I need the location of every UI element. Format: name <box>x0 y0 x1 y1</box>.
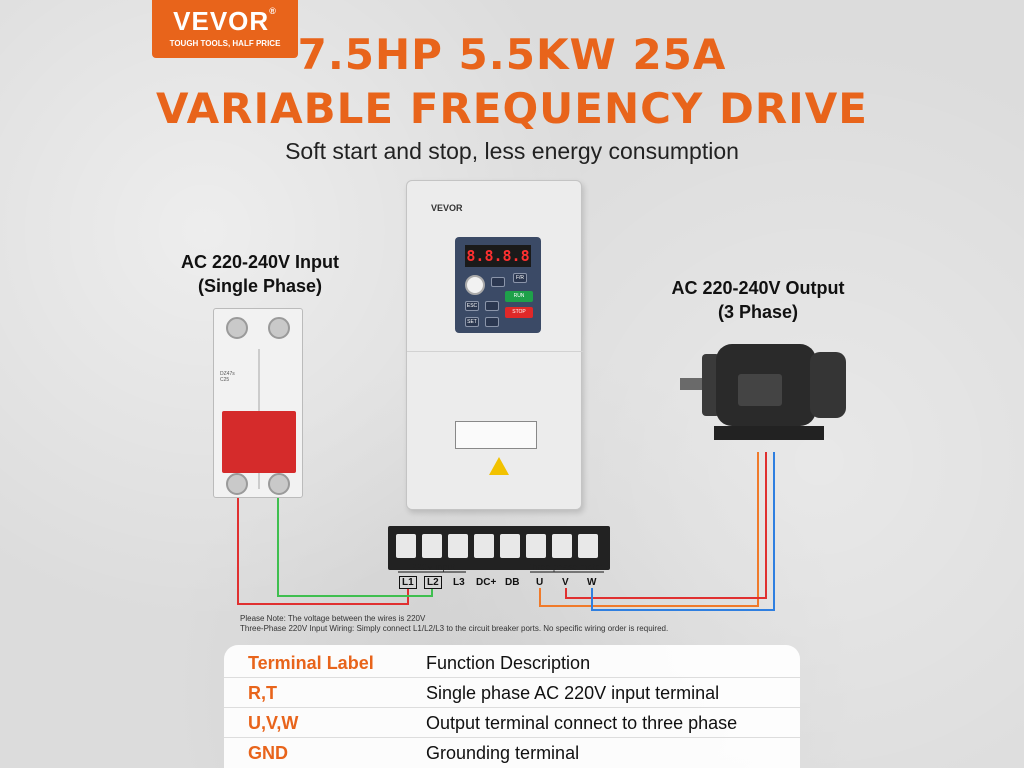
table-row-label: U,V,W <box>248 713 299 733</box>
terminal-input-caption: 220V input <box>412 562 456 572</box>
terminal-label-w: W <box>587 577 597 588</box>
terminal-label-dcplus: DC+ <box>476 577 497 588</box>
vfd-fr-button: F/R <box>513 273 527 283</box>
vfd-unit <box>406 180 582 510</box>
terminal-motor-caption: Three phase motor <box>527 562 604 572</box>
logo-tagline: TOUGH TOOLS, HALF PRICE <box>169 39 281 48</box>
vfd-knob-icon <box>465 275 485 295</box>
terminal-label-l3: L3 <box>453 577 465 588</box>
vfd-run-button: RUN <box>505 291 533 302</box>
terminal-label-l2: L2 <box>424 576 442 589</box>
breaker-screw-icon <box>226 317 248 339</box>
table-header-label: Terminal Label <box>248 653 374 673</box>
terminal-slot <box>500 534 520 558</box>
motor-rear-housing <box>810 352 846 418</box>
motor-base <box>714 426 824 440</box>
hazard-icon <box>489 457 509 475</box>
table-header-desc: Function Description <box>426 653 591 673</box>
breaker-model: DZ47s <box>220 371 235 377</box>
vfd-button <box>491 277 505 287</box>
vfd-up-button <box>485 301 499 311</box>
breaker-screw-icon <box>268 317 290 339</box>
breaker-screw-icon <box>226 473 248 495</box>
table-row-label: GND <box>248 743 288 763</box>
headline-product: VARIABLE FREQUENCY DRIVE <box>156 84 868 133</box>
vfd-control-panel <box>455 237 541 333</box>
breaker-rating: C25 <box>220 377 230 383</box>
table-row <box>224 738 800 768</box>
circuit-breaker <box>213 308 303 498</box>
breaker-screw-icon <box>268 473 290 495</box>
wire-l1 <box>238 488 408 604</box>
vfd-warning-label <box>455 421 537 449</box>
vfd-set-button: SET <box>465 317 479 327</box>
subtitle: Soft start and stop, less energy consumption <box>285 138 739 164</box>
logo-brand: VEVOR <box>173 6 270 36</box>
note-line1: Please Note: The voltage between the wires is 220V <box>240 614 426 623</box>
terminal-label-l1: L1 <box>399 576 417 589</box>
headline-specs: 7.5HP 5.5KW 25A <box>297 30 727 79</box>
terminal-label-db: DB <box>505 577 520 588</box>
vfd-brand: VEVOR <box>431 203 463 213</box>
wiring-note <box>240 614 668 634</box>
vfd-stop-button: STOP <box>505 307 533 318</box>
vfd-down-button <box>485 317 499 327</box>
vfd-display: 8.8.8.8 <box>466 247 530 265</box>
breaker-switch <box>222 411 296 473</box>
terminal-slot <box>396 534 416 558</box>
terminal-slot <box>448 534 468 558</box>
terminal-slot <box>526 534 546 558</box>
terminal-label-u: U <box>536 577 544 588</box>
input-label-line1: AC 220-240V Input <box>180 252 340 272</box>
table-row-label: R,T <box>248 683 277 703</box>
output-label-line2: (3 Phase) <box>717 302 799 322</box>
table-row-desc: Output terminal connect to three phase <box>426 713 738 733</box>
wire-w <box>592 452 774 610</box>
terminal-function-table <box>224 645 800 768</box>
note-line2: Three-Phase 220V Input Wiring: Simply connect L1/L2/L3 to the circuit breaker ports. No specific wiring order is required. <box>240 624 669 633</box>
input-label-line2: (Single Phase) <box>197 276 323 296</box>
table-row <box>224 678 800 708</box>
logo-reg-mark: ® <box>269 6 277 16</box>
breaker-text <box>220 371 235 383</box>
output-label-line1: AC 220-240V Output <box>671 278 845 298</box>
table-row <box>224 708 800 738</box>
terminal-slot <box>552 534 572 558</box>
table-row-desc: Grounding terminal <box>426 743 580 763</box>
table-row-desc: Single phase AC 220V input terminal <box>426 683 720 703</box>
terminal-slot <box>422 534 442 558</box>
vfd-esc-button: ESC <box>466 303 478 309</box>
terminal-slot <box>474 534 494 558</box>
table-header-row <box>224 648 800 678</box>
terminal-label-v: V <box>562 577 569 588</box>
motor-terminal-box <box>738 374 782 406</box>
terminal-slot <box>578 534 598 558</box>
three-phase-motor <box>680 340 850 450</box>
